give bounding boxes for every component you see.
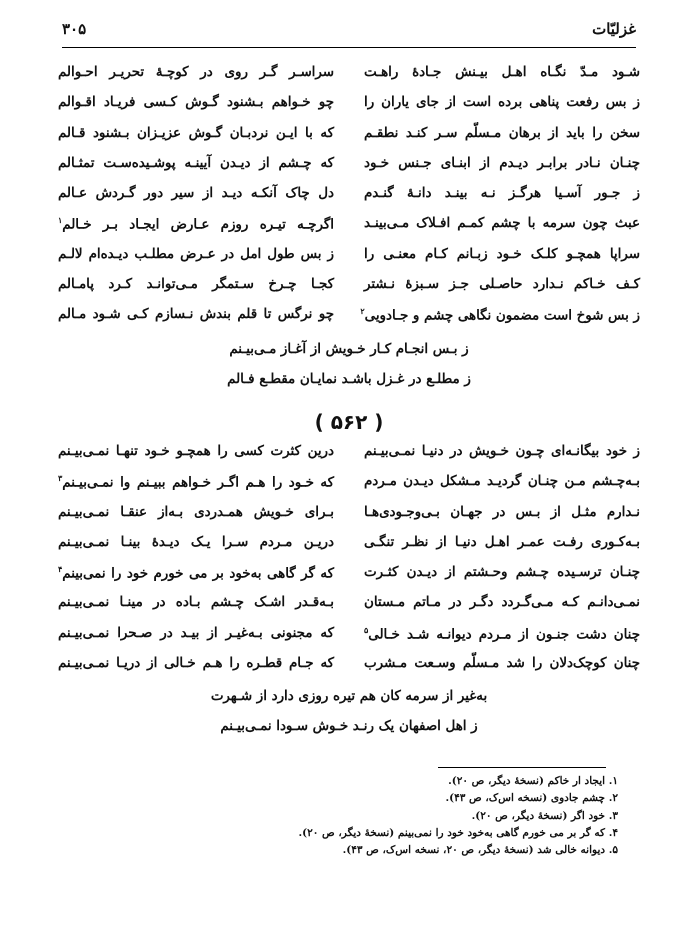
hemistich-first: ز بس رفعت پناهی برده است از جای یاران را	[364, 94, 640, 111]
footnote: ۳. خود اگر (نسخهٔ دیگر، ص ۲۰).	[471, 809, 618, 822]
footnote-mark: ۵	[364, 624, 369, 635]
couplet	[58, 64, 640, 94]
couplet	[58, 155, 640, 185]
couplet	[58, 125, 640, 155]
footnote: ۴. که گر بر می خورم گاهی به‌خود خود را نمی‌بینم (نسخهٔ دیگر، ص ۲۰).	[298, 826, 618, 839]
poem-2-closing	[0, 688, 698, 748]
hemistich-first: شـود مـدّ نگـاه اهـل بیـنش جـادهٔ راهـت	[364, 64, 640, 80]
closing-line: ز مطلـع در غـزل باشـد نمایـان مقطـع فـالم	[227, 371, 471, 387]
couplet	[58, 185, 640, 215]
hemistich-text: که خـود را هـم اگـر خـواهم ببیـنم وا نمـی‌بیـنم	[62, 474, 334, 491]
hemistich-first: سخن را باید از برهان مـسلّم سـر کنـد نطقـم	[364, 124, 640, 141]
footnote-mark: ۱	[58, 215, 63, 226]
closing-line: ز بـس انجـام کـار خـویش از آغـاز مـی‌بیـنم	[229, 341, 469, 357]
hemistich-second	[58, 215, 334, 232]
hemistich-first: چنـان ترسـیده چـشم وحـشتم از دیـدن کثـرت	[364, 564, 640, 581]
hemistich-second: که مجنونی بـه‌غیـر از بیـد در صـحرا نمـی‌بیـنم	[58, 624, 334, 641]
couplet	[58, 594, 640, 624]
couplet	[58, 276, 640, 306]
couplet	[58, 246, 640, 276]
hemistich-second: ز بس طول امل در عـرض مطلـب دیـده‌ام لالـم	[58, 245, 334, 262]
hemistich-second: درین کثرت کسی را همچـو خـود تنهـا نمـی‌بیـنم	[58, 443, 334, 459]
hemistich-second: کجـا چـرخ سـتمگر مـی‌توانـد کـرد پامـالم	[58, 276, 334, 293]
hemistich-first: ز جـور آسـیا هرگـز نـه بینـد دانـهٔ گنـدم	[364, 185, 640, 202]
header-rule	[62, 47, 636, 48]
hemistich-second: دل چاک آنکـه دیـد از سیر دور گـردش عـالم	[58, 185, 334, 202]
hemistich-text: چنان دشت جنـون از مـردم دیوانـه شـد خـالی	[368, 626, 640, 643]
hemistich-second: بـه‌قـدر اشـک چـشم بـاده در مینـا نمـی‌بیـنم	[58, 594, 334, 611]
page-number: ۳۰۵	[62, 20, 87, 38]
section-title: غزلیّات	[592, 20, 636, 38]
footnotes	[198, 775, 618, 861]
couplet	[58, 443, 640, 473]
footnote-mark: ۴	[58, 564, 63, 575]
hemistich-first: چنان کوچک‌دلان را شد مـسلّم وسـعت مـشرب	[364, 655, 640, 672]
closing-line: ز اهل اصفهان یک رنـد خـوش سـودا نمـی‌بیـنم	[220, 718, 478, 734]
couplet	[58, 504, 640, 534]
hemistich-second: که جـام قطـره را هـم خـالی از دریـا نمـی‌بیـنم	[58, 655, 334, 672]
poem-2-couplets	[58, 443, 640, 685]
hemistich-text: که گر گاهی به‌خود بر می خورم خود را نمی‌بینم	[62, 565, 334, 582]
footnote-mark: ۳	[58, 473, 63, 484]
couplet	[58, 473, 640, 503]
hemistich-second: که با ایـن نردبـان گـوش عزیـزان بـشنود قـالم	[58, 124, 334, 141]
hemistich-first: بـه‌کـوری رفـت عمـر اهـل دنیـا از نظـر تنگـی	[364, 533, 640, 550]
footnote-rule	[438, 767, 606, 768]
couplet	[58, 215, 640, 245]
hemistich-second: چو خـواهم بـشنود گـوش کـسی فریـاد اقـوالم	[58, 94, 334, 111]
hemistich-first: نمـی‌دانـم کـه مـی‌گـردد دگـر در مـاتم مـستان	[364, 594, 640, 611]
hemistich-first: ز خود بیگانـه‌ای چـون خـویش در دنیـا نمـی‌بیـنم	[364, 443, 640, 459]
hemistich-first: چنـان نـادر برابـر دیـدم از ابنـای جـنس خـود	[364, 154, 640, 171]
hemistich-first: بـه‌چـشم مـن چنـان گردیـد مـشکل دیـدن مـردم	[364, 473, 640, 490]
hemistich-text: ز بس شوخ است مضمون نگاهی چشم و جـادویی	[364, 307, 640, 324]
footnote: ۵. دیوانه خالی شد (نسخهٔ دیگر، ص ۲۰، نسخه اس‌ک، ص ۴۳).	[342, 844, 618, 857]
footnote: ۱. ایجاد ار خاکم (نسخهٔ دیگر، ص ۲۰).	[448, 775, 618, 787]
hemistich-second	[58, 564, 334, 581]
hemistich-second	[58, 473, 334, 490]
hemistich-first	[364, 625, 640, 642]
hemistich-first	[360, 306, 640, 324]
hemistich-text: اگرچـه تیـره روزم عـارض ایجـاد بـر خـالم	[62, 216, 334, 233]
hemistich-second: بـرای خـویش همـدردی بـه‌از عنقـا نمـی‌بیـنم	[58, 503, 334, 520]
poem-1-couplets	[58, 64, 640, 337]
couplet	[58, 534, 640, 564]
poem-1-closing	[0, 341, 698, 401]
hemistich-second: دریـن مـردم سـرا یـک دیـدهٔ بینـا نمـی‌بیـنم	[58, 533, 334, 550]
running-head	[62, 20, 636, 44]
couplet	[58, 655, 640, 685]
hemistich-second: که چـشم از دیـدن آیینـه پوشـیده‌سـت تمثـالم	[58, 154, 334, 171]
footnote: ۲. چشم جادوی (نسخه اس‌ک، ص ۴۳).	[445, 792, 618, 805]
footnote-mark: ۲	[360, 306, 365, 317]
hemistich-first: نـدارم مثـل از بـس در جهـان بـی‌وجـودی‌هـا	[364, 503, 640, 520]
hemistich-second: چو نرگس تا قلم بندش نـسازم کـی شـود مـالم	[58, 306, 334, 323]
poem-number: ( ۵۶۲ )	[314, 410, 384, 434]
couplet	[58, 625, 640, 655]
couplet	[58, 306, 640, 336]
hemistich-first: کـف خـاکم نـدارد حاصـلی جـز سـبزهٔ نـشتر	[364, 276, 640, 293]
hemistich-first: عبث چون سرمه با چشم کمـم افـلاک مـی‌بینـد	[364, 215, 640, 232]
closing-line: به‌غیر از سرمه کان هم تیره روزی دارد از شـهرت	[210, 688, 488, 704]
couplet	[58, 564, 640, 594]
hemistich-second: سراسـر گـر روی در کوچـهٔ تحریـر احـوالم	[58, 64, 334, 80]
couplet	[58, 94, 640, 124]
hemistich-first: سراپا همچـو کلـک خـود زبـانم کـام معنـی را	[364, 245, 640, 262]
